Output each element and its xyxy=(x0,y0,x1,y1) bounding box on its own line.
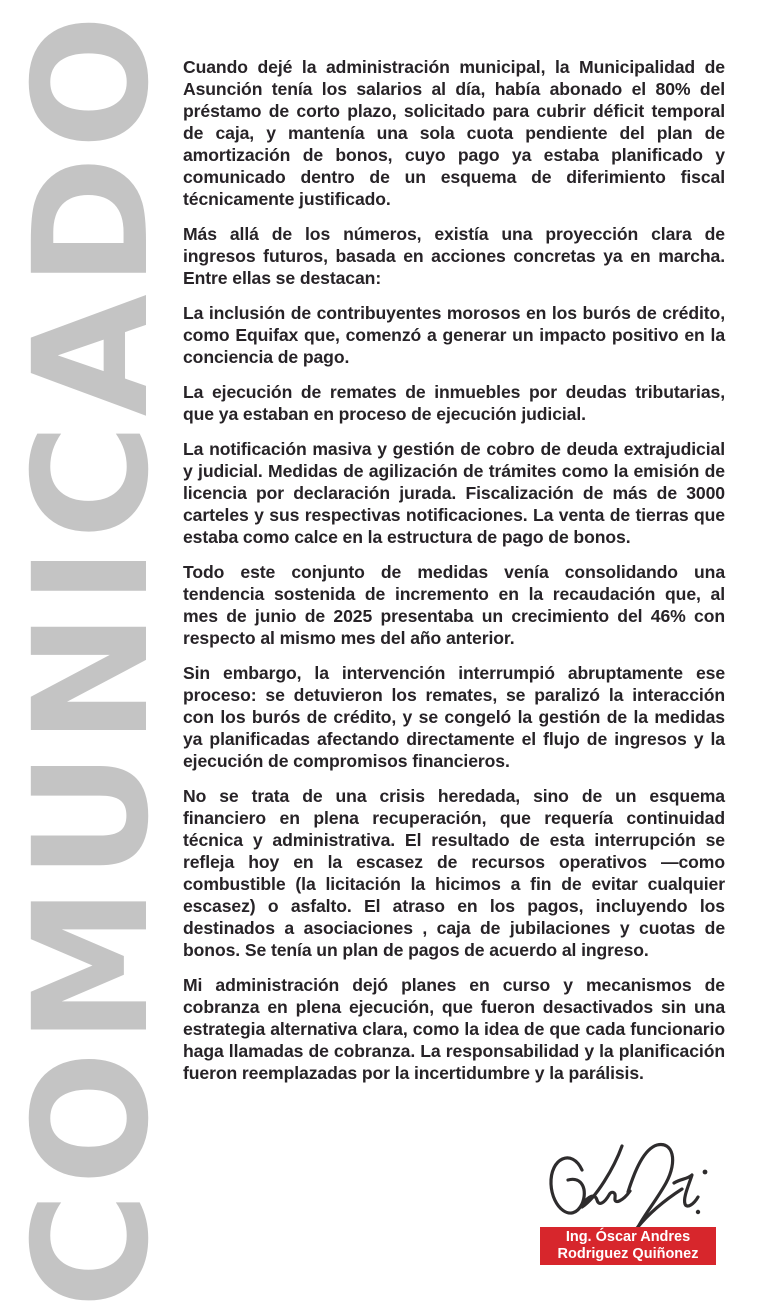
paragraph: Cuando dejé la administración municipal, la Municipalidad de Asunción tenía los salarios al día, había abonado el 80% del préstamo de corto plazo, solicitado para cubrir déficit temporal de caja, y mantenía una sola cuota pendiente del plan de amortización de bonos, cuyo pago ya estaba planificado y comunicado dentro de un esquema de diferimiento fiscal técnicamente justificado. xyxy=(183,57,725,209)
handwritten-signature xyxy=(538,1140,723,1240)
body-text xyxy=(183,56,725,1084)
paragraph: Todo este conjunto de medidas venía consolidando una tendencia sostenida de incremento en la recaudación que, al mes de junio de 2025 presentaba un crecimiento del 46% con respecto al mismo mes del año anterior. xyxy=(183,562,725,648)
comunicado-watermark: COMUNICADO xyxy=(0,7,184,1309)
paragraph: Más allá de los números, existía una proyección clara de ingresos futuros, basada en acciones concretas ya en marcha. Entre ellas se destacan: xyxy=(183,224,725,288)
signer-name-badge xyxy=(540,1227,716,1265)
paragraph: La inclusión de contribuyentes morosos en los burós de crédito, como Equifax que, comenzó a generar un impacto positivo en la conciencia de pago. xyxy=(183,303,725,367)
signer-name-line1: Ing. Óscar Andres xyxy=(565,1229,691,1245)
signature-icon xyxy=(538,1140,723,1240)
paragraph: La ejecución de remates de inmuebles por deudas tributarias, que ya estaban en proceso de ejecución judicial. xyxy=(183,382,725,424)
paragraph: Sin embargo, la intervención interrumpió abruptamente ese proceso: se detuvieron los remates, se paralizó la interacción con los burós de crédito, y se congeló la gestión de la medidas ya planificadas afectando directamente el flujo de ingresos y la ejecución de compromisos financieros. xyxy=(183,663,725,771)
paragraph: Mi administración dejó planes en curso y mecanismos de cobranza en plena ejecución, que fueron desactivados sin una estrategia alternativa clara, como la idea de que cada funcionario haga llamadas de cobranza. La responsabilidad y la planificación fueron reemplazadas por la incertidumbre y la parálisis. xyxy=(183,975,725,1083)
signer-name-line2: Rodriguez Quiñonez xyxy=(557,1245,699,1262)
paragraph: La notificación masiva y gestión de cobro de deuda extrajudicial y judicial. Medidas de agilización de trámites como la emisión de licencia por declaración jurada. Fiscalización de más de 3000 carteles y sus respectivas notificaciones. La venta de tierras que estaba como calce en la estructura de pago de bonos. xyxy=(183,439,725,547)
paragraph: No se trata de una crisis heredada, sino de un esquema financiero en plena recuperación, que requería continuidad técnica y administrativa. El resultado de esta interrupción se refleja hoy en la escasez de recursos operativos —como combustible (la licitación la hicimos a fin de evitar cualquier escasez) o asfalto. El atraso en los pagos, incluyendo los destinados a asociaciones , caja de jubilaciones y cuotas de bonos. Se tenía un plan de pagos de acuerdo al ingreso. xyxy=(183,786,725,960)
